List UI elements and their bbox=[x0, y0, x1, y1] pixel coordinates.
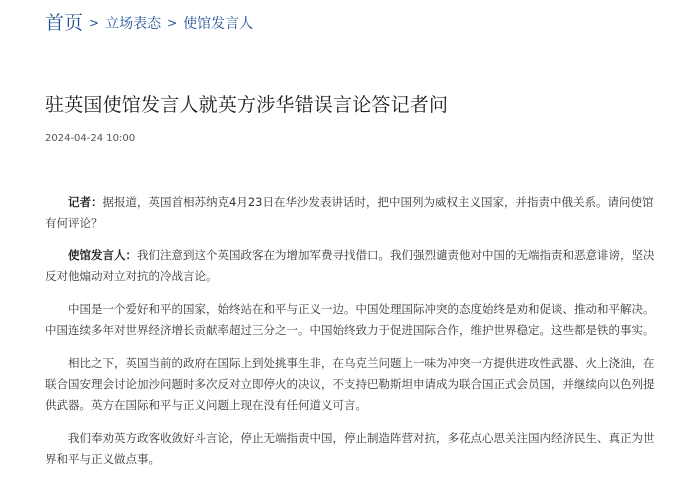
article-title: 驻英国使馆发言人就英方涉华错误言论答记者问 bbox=[45, 94, 449, 116]
answer-text: 我们注意到这个英国政客在为增加军费寻找借口。我们强烈谴责他对中国的无端指责和恶意诽谤，坚决反对他煽动对立对抗的冷战言论。 bbox=[45, 248, 655, 283]
answer-paragraph bbox=[45, 245, 661, 287]
breadcrumb-link-position[interactable]: 立场表态 bbox=[105, 16, 162, 32]
answer-speaker: 使馆发言人： bbox=[68, 248, 137, 262]
question-speaker: 记者： bbox=[68, 195, 103, 209]
question-paragraph bbox=[45, 192, 661, 234]
question-text: 据报道，英国首相苏纳克4月23日在华沙发表讲话时，把中国列为威权主义国家，并指责中俄关系。请问使馆有何评论？ bbox=[45, 195, 654, 230]
breadcrumb-separator: > bbox=[89, 16, 100, 30]
article-body bbox=[45, 192, 661, 482]
body-paragraph: 我们奉劝英方政客收敛好斗言论，停止无端指责中国，停止制造阵营对抗，多花点心思关注国内经济民生、真正为世界和平与正义做点事。 bbox=[45, 431, 655, 466]
breadcrumb-separator: > bbox=[167, 16, 178, 30]
breadcrumb bbox=[45, 8, 253, 34]
body-paragraph: 中国是一个爱好和平的国家，始终站在和平与正义一边。中国处理国际冲突的态度始终是劝和促谈、推动和平解决。中国连续多年对世界经济增长贡献率超过三分之一。中国始终致力于促进国际合作，维护世界稳定。这些都是铁的事实。 bbox=[45, 302, 655, 337]
article-date: 2024-04-24 10:00 bbox=[45, 133, 136, 144]
breadcrumb-home-link[interactable]: 首页 bbox=[45, 11, 84, 34]
breadcrumb-link-spokesperson[interactable]: 使馆发言人 bbox=[183, 16, 254, 32]
body-paragraph: 相比之下，英国当前的政府在国际上到处挑事生非，在乌克兰问题上一味为冲突一方提供进攻性武器、火上浇油，在联合国安理会讨论加沙问题时多次反对立即停火的决议，不支持巴勒斯坦申请成为联合国正式会员国，并继续向以色列提供武器。英方在国际和平与正义问题上现在没有任何道义可言。 bbox=[45, 356, 655, 412]
